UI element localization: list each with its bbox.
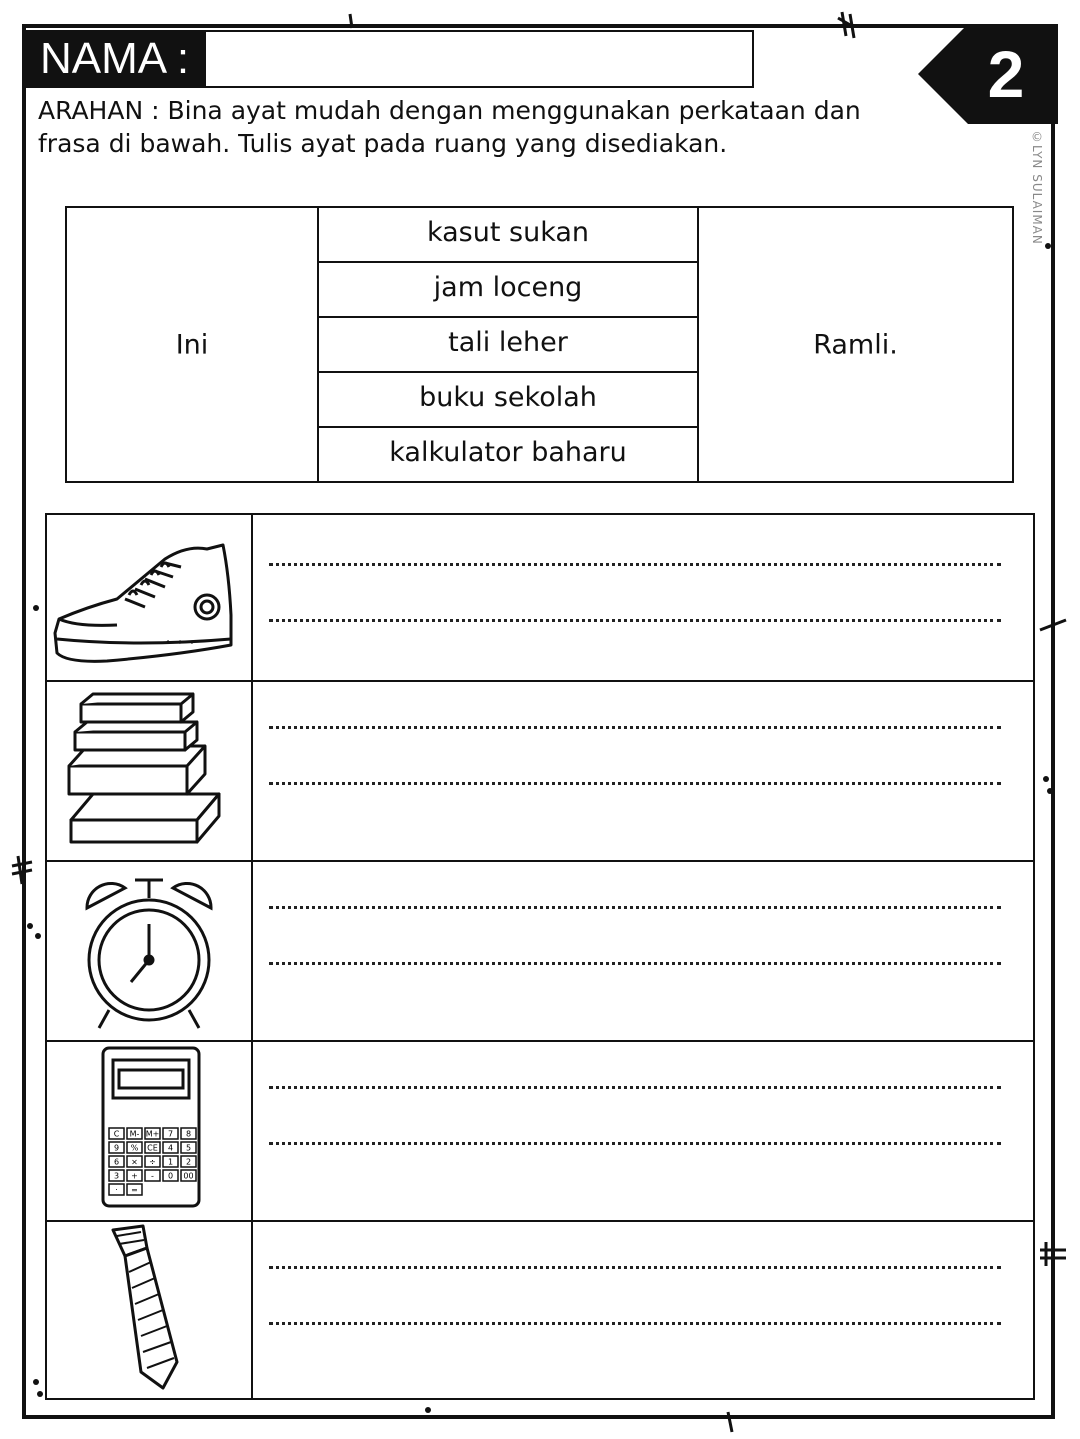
answer-line[interactable]	[269, 563, 1001, 566]
answer-line[interactable]	[269, 1266, 1001, 1269]
calculator-key-label: =	[131, 1185, 138, 1195]
name-field[interactable]	[204, 30, 754, 88]
books-stack-icon	[47, 682, 251, 860]
worksheet-number: 2	[987, 37, 1025, 111]
answer-line[interactable]	[269, 1142, 1001, 1145]
calculator-key-label: 2	[185, 1157, 192, 1167]
word-table-left-cell	[67, 208, 319, 481]
picture-cell	[47, 862, 253, 1040]
picture-cell	[47, 682, 253, 860]
word-option: jam loceng	[319, 263, 697, 318]
word-option: kalkulator baharu	[389, 437, 627, 468]
answer-line[interactable]	[269, 1086, 1001, 1089]
calculator-key-label: 9	[113, 1143, 120, 1153]
name-label: NAMA :	[26, 30, 204, 88]
calculator-key-label: ÷	[149, 1157, 156, 1167]
calculator-key-label: 4	[167, 1143, 174, 1153]
word-table-middle-column	[319, 208, 699, 481]
calculator-key-label: -	[151, 1171, 154, 1181]
answer-row	[47, 862, 1033, 1042]
calculator-key-label: C	[113, 1129, 120, 1139]
word-table	[65, 206, 1014, 483]
calculator-key-label: 1	[167, 1157, 174, 1167]
calculator-key-label: 8	[185, 1129, 192, 1139]
necktie-icon	[47, 1222, 251, 1398]
answer-line[interactable]	[269, 962, 1001, 965]
calculator-key-label: M+	[145, 1129, 160, 1139]
answer-line[interactable]	[269, 619, 1001, 622]
answer-row	[47, 1222, 1033, 1398]
word-table-right-cell	[699, 208, 1012, 481]
word-option: buku sekolah	[319, 373, 697, 428]
word-option: kasut sukan	[319, 208, 697, 263]
calculator-key-label: 00	[183, 1171, 194, 1181]
answer-table	[45, 513, 1035, 1400]
calculator-key-label: ×	[131, 1157, 138, 1167]
calculator-key-label: 3	[113, 1171, 120, 1181]
answer-row	[47, 1042, 1033, 1222]
answer-line[interactable]	[269, 1322, 1001, 1325]
answer-line[interactable]	[269, 726, 1001, 729]
word-ramli: Ramli.	[813, 329, 898, 360]
calculator-key-label: %	[130, 1143, 139, 1153]
picture-cell	[47, 515, 253, 680]
answer-line[interactable]	[269, 906, 1001, 909]
picture-cell	[47, 1222, 253, 1398]
copyright-watermark: ©LYN SULAIMAN	[1030, 130, 1044, 245]
calculator-key-label: ·	[115, 1185, 118, 1195]
alarm-clock-icon	[47, 862, 251, 1040]
picture-cell	[47, 1042, 253, 1220]
calculator-key-label: M-	[129, 1129, 140, 1139]
answer-row	[47, 682, 1033, 862]
word-ini: Ini	[175, 329, 209, 360]
sneaker-icon	[47, 515, 251, 680]
calculator-key-label: 5	[185, 1143, 192, 1153]
answer-line[interactable]	[269, 782, 1001, 785]
calculator-icon	[47, 1042, 251, 1220]
calculator-key-label: 7	[167, 1129, 174, 1139]
calculator-key-label: +	[131, 1171, 138, 1181]
word-option: tali leher	[319, 318, 697, 373]
calculator-key-label: 0	[167, 1171, 174, 1181]
calculator-key-label: 6	[113, 1157, 120, 1167]
answer-row	[47, 515, 1033, 682]
instruction-text: ARAHAN : Bina ayat mudah dengan menggunakan perkataan dan frasa di bawah. Tulis ayat pada ruang yang disediakan.	[38, 96, 861, 158]
calculator-key-label: CE	[147, 1143, 158, 1153]
